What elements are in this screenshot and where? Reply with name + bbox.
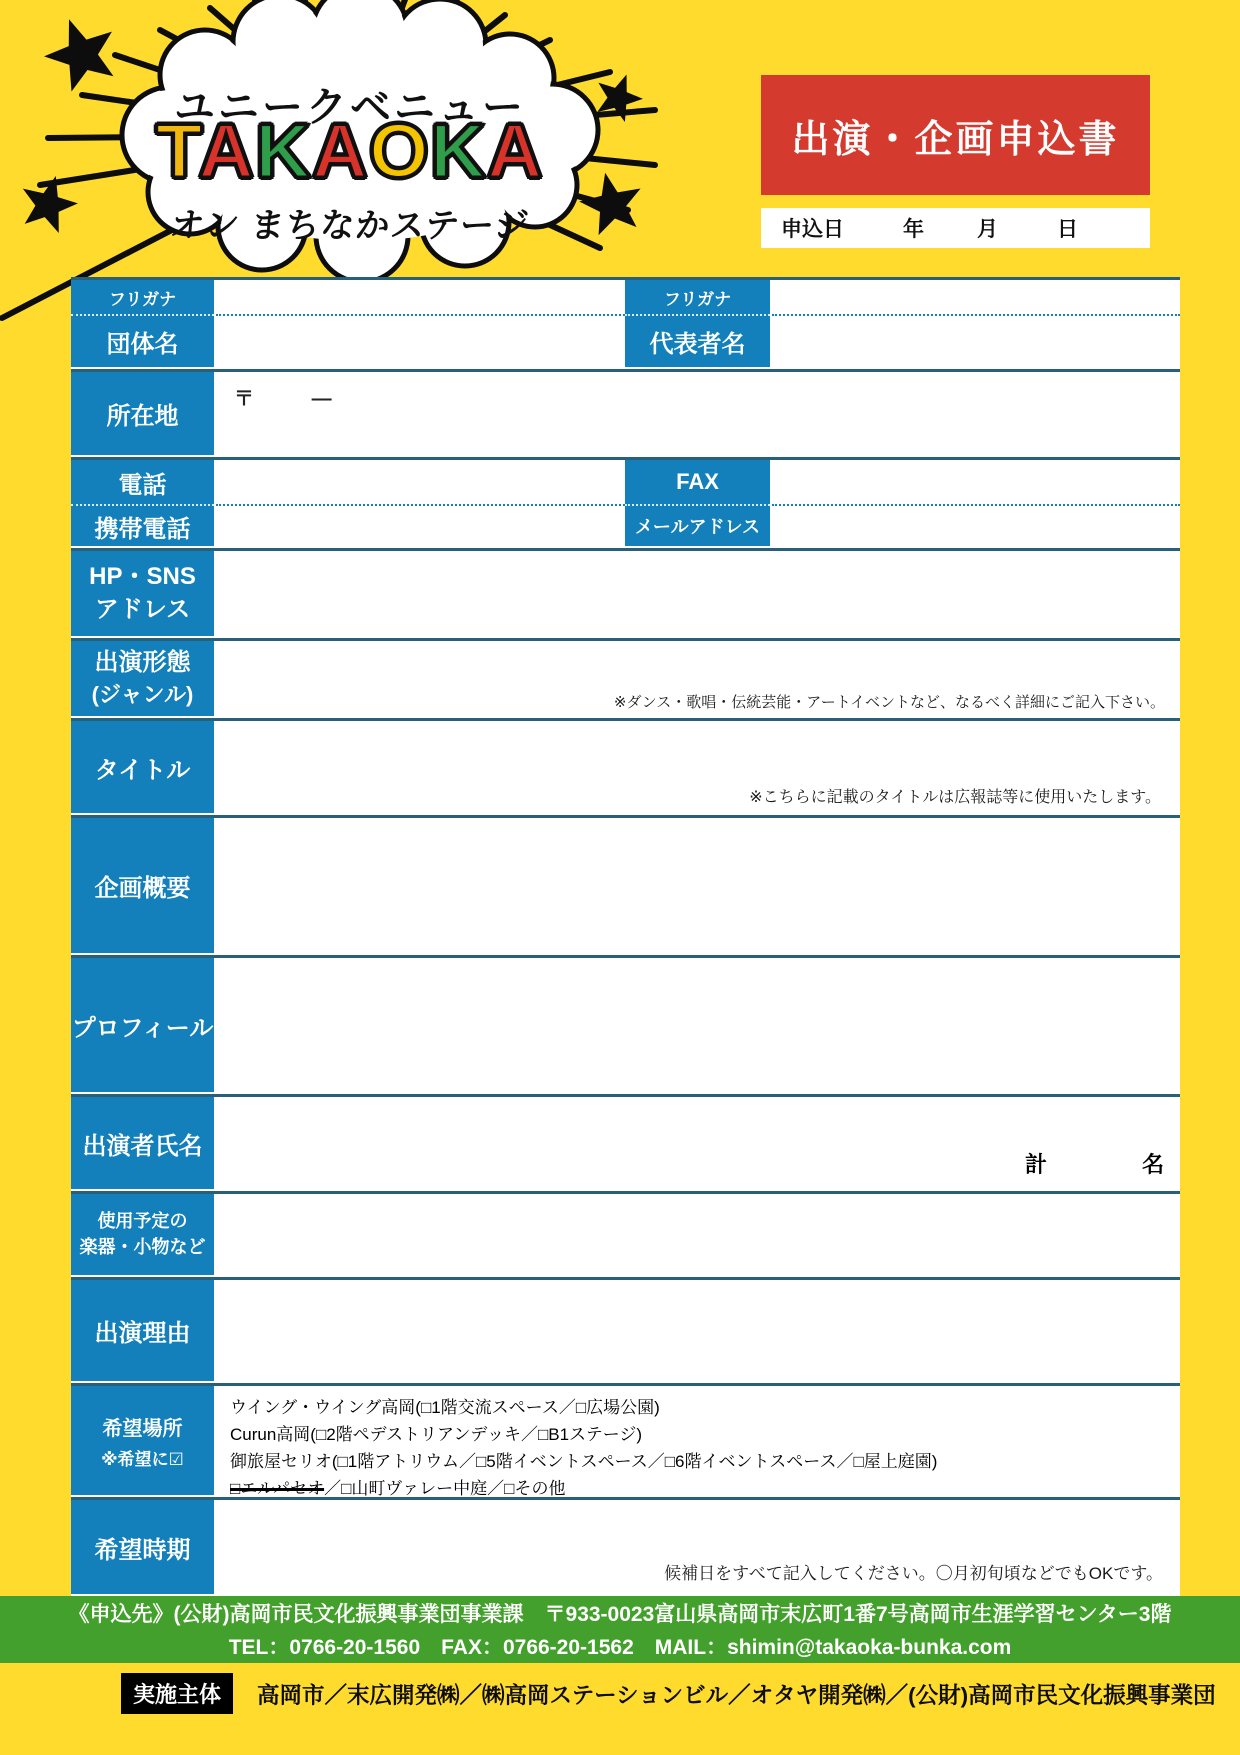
row-hp-sns bbox=[71, 551, 1180, 641]
organizer-names: 高岡市／末広開発㈱／㈱高岡ステーションビル／オタヤ開発㈱／(公財)高岡市民文化振興事業団 bbox=[257, 1682, 1216, 1708]
row-address bbox=[71, 372, 1180, 460]
hp-sns-label: HP・SNS アドレス bbox=[71, 551, 216, 638]
row-period bbox=[71, 1500, 1180, 1599]
total-label: 計 bbox=[1024, 1152, 1047, 1177]
genre-label: 出演形態 (ジャンル) bbox=[71, 641, 216, 718]
organizer-badge: 実施主体 bbox=[121, 1673, 233, 1714]
performers-input[interactable] bbox=[216, 1097, 1180, 1191]
venue-check-hint: ※希望に☑ bbox=[101, 1449, 184, 1469]
mobile-label: 携帯電話 bbox=[94, 515, 191, 543]
row-title bbox=[71, 721, 1180, 818]
year-label: 年 bbox=[903, 218, 924, 241]
logo-letter: K bbox=[255, 109, 313, 194]
title-input[interactable] bbox=[216, 721, 1180, 815]
representative-label bbox=[625, 280, 772, 369]
group-name-label-text: 団体名 bbox=[106, 331, 179, 358]
period-note: 候補日をすべて記入してください。〇月初旬頃などでもOKです。 bbox=[664, 1564, 1163, 1583]
application-table bbox=[71, 277, 1180, 1599]
contact-address-line: 《申込先》(公財)高岡市民文化振興事業団事業課 〒933-0023富山県高岡市末広町1番7号高岡市生涯学習センター3階 bbox=[68, 1603, 1172, 1626]
instruments-input[interactable] bbox=[216, 1194, 1180, 1277]
representative-furigana-label: フリガナ bbox=[625, 280, 770, 316]
day-label: 日 bbox=[1057, 218, 1078, 241]
venue-option-otayaserio[interactable]: 御旅屋セリオ(□1階アトリウム／□5階イベントスペース／□6階イベントスペース／□屋上庭園) bbox=[230, 1452, 938, 1471]
fax-mail-label bbox=[625, 460, 772, 548]
venue-option-other[interactable]: □エルパセオ／□山町ヴァレー中庭／□その他 bbox=[230, 1479, 566, 1498]
venue-options bbox=[216, 1386, 1180, 1497]
logo-letter: A bbox=[487, 109, 545, 194]
contact-tel-line: TEL：0766-20-1560 FAX：0766-20-1562 MAIL：shimin@takaoka-bunka.com bbox=[228, 1636, 1012, 1659]
contact-footer bbox=[0, 1596, 1240, 1663]
phone-mobile-label bbox=[71, 460, 216, 548]
genre-note: ※ダンス・歌唱・伝統芸能・アートイベントなど、なるべく詳細にご記入下さい。 bbox=[613, 694, 1165, 711]
mail-label: メールアドレス bbox=[634, 517, 761, 537]
row-instruments bbox=[71, 1194, 1180, 1280]
hp-sns-input[interactable] bbox=[216, 551, 1180, 638]
representative-label-text: 代表者名 bbox=[649, 331, 746, 358]
performers-label: 出演者氏名 bbox=[71, 1097, 216, 1191]
row-profile bbox=[71, 958, 1180, 1097]
month-label: 月 bbox=[977, 218, 998, 241]
fax-label: FAX bbox=[625, 460, 770, 506]
period-label: 希望時期 bbox=[71, 1500, 216, 1596]
venue-label: 希望場所 ※希望に☑ bbox=[71, 1386, 216, 1497]
logo-wordmark bbox=[120, 109, 580, 194]
logo-subtitle: ユニークベニュー bbox=[174, 84, 526, 130]
unit-label: 名 bbox=[1141, 1152, 1164, 1177]
row-performers bbox=[71, 1097, 1180, 1194]
row-group-name bbox=[71, 280, 1180, 372]
organizer-line bbox=[121, 1673, 1216, 1714]
postal-code-field bbox=[216, 372, 1180, 411]
form-title-banner: 出演・企画申込書 bbox=[761, 75, 1150, 195]
overview-label: 企画概要 bbox=[71, 818, 216, 955]
row-genre bbox=[71, 641, 1180, 721]
profile-label: プロフィール bbox=[71, 958, 216, 1094]
logo-letter: K bbox=[430, 109, 488, 194]
address-label: 所在地 bbox=[71, 372, 216, 457]
venue-option-curun[interactable]: Curun高岡(□2階ペデストリアンデッキ／□B1ステージ) bbox=[230, 1425, 643, 1444]
row-venue bbox=[71, 1386, 1180, 1500]
postal-mark: 〒 bbox=[234, 388, 254, 410]
logo-letter: A bbox=[312, 109, 370, 194]
row-overview bbox=[71, 818, 1180, 958]
overview-input[interactable] bbox=[216, 818, 1180, 955]
fax-mail-input[interactable] bbox=[772, 460, 1180, 548]
row-reason bbox=[71, 1280, 1180, 1386]
group-furigana-label: フリガナ bbox=[71, 280, 214, 316]
venue-option-wingwing[interactable]: ウイング・ウイング高岡(□1階交流スペース／□広場公園) bbox=[230, 1398, 660, 1417]
title-note: ※こちらに記載のタイトルは広報誌等に使用いたします。 bbox=[749, 789, 1161, 806]
performers-total-field bbox=[1025, 1148, 1164, 1179]
venue-option-elpaseo-struck: □エルパセオ bbox=[230, 1479, 325, 1498]
representative-input[interactable] bbox=[772, 280, 1180, 369]
address-input[interactable] bbox=[216, 372, 1180, 457]
logo-tagline: オン まちなかステージ bbox=[168, 207, 532, 245]
phone-label: 電話 bbox=[71, 460, 214, 506]
title-label: タイトル bbox=[71, 721, 216, 815]
logo-letter: A bbox=[198, 109, 256, 194]
instruments-label: 使用予定の 楽器・小物など bbox=[71, 1194, 216, 1277]
logo-letter: O bbox=[369, 109, 431, 194]
reason-input[interactable] bbox=[216, 1280, 1180, 1383]
date-label: 申込日 bbox=[781, 218, 844, 241]
application-date-field[interactable] bbox=[761, 208, 1150, 248]
reason-label: 出演理由 bbox=[71, 1280, 216, 1383]
row-phone-fax bbox=[71, 460, 1180, 551]
genre-input[interactable] bbox=[216, 641, 1180, 718]
group-name-label bbox=[71, 280, 216, 369]
profile-input[interactable] bbox=[216, 958, 1180, 1094]
period-input[interactable] bbox=[216, 1500, 1180, 1596]
phone-mobile-input[interactable] bbox=[216, 460, 625, 548]
postal-dash: — bbox=[311, 388, 332, 410]
group-name-input[interactable] bbox=[216, 280, 625, 369]
logo-letter: T bbox=[155, 109, 199, 194]
